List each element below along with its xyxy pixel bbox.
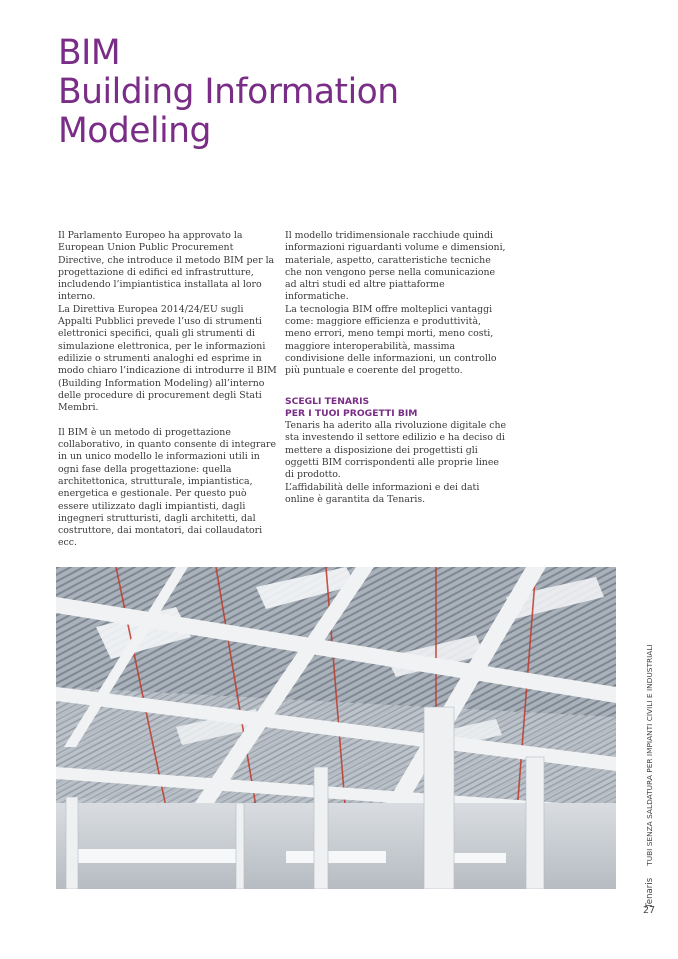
paragraph: Il modello tridimensionale racchiude quindi informazioni riguardanti volume e dimensioni, materiale, aspetto, caratteristiche tecniche che non vengono perse nella comunicazione ad altri studi ed altre piattaforme informatiche. [285,230,506,303]
brand-name: Tenaris [645,877,655,908]
title-line-3: Modeling [58,111,211,151]
paragraph: La tecnologia BIM offre molteplici vantaggi come: maggiore efficienza e produttività, meno errori, meno tempi morti, meno costi, maggiore interoperabilità, massima condivisione delle informazioni, un controllo più puntuale e coerente del progetto. [285,303,497,377]
section-heading-line-2: PER I TUOI PROGETTI BIM [285,407,418,419]
paragraph: Il Parlamento Europeo ha approvato la European Union Public Procurement Directive, che introduce il metodo BIM per la progettazione di edifici ed infrastrutture, includendo l’impiantistica installata al loro interno. [58,230,275,303]
right-text-column [285,230,507,506]
sidebar-caption [640,644,660,908]
publication-caption: TUBI SENZA SALDATURA PER IMPIANTI CIVILI E INDUSTRIALI [645,644,654,866]
page-title [58,34,478,151]
paragraph: Tenaris ha aderito alla rivoluzione digitale che sta investendo il settore edilizio e ha deciso di mettere a disposizione dei progettisti gli oggetti BIM corrispondenti alle proprie linee di prodotto. [285,420,507,481]
building-interior-illustration [56,567,616,889]
paragraph: La Direttiva Europea 2014/24/EU sugli Appalti Pubblici prevede l’uso di strumenti elettronici specifici, quali gli strumenti di simulazione elettronica, per le informazioni edilizie o strumenti analoghi ed esprime in modo chiaro l’indicazione di introdurre il BIM (Building Information Modeling) all’interno delle procedure di procurement degli Stati Membri. [58,303,277,414]
industrial-building-photo [56,567,616,889]
paragraph: L’affidabilità delle informazioni e dei dati online è garantita da Tenaris. [285,481,480,505]
title-line-1: BIM [58,33,121,73]
left-text-column [58,230,278,550]
section-heading-line-1: SCEGLI TENARIS [285,395,370,407]
paragraph: Il BIM è un metodo di progettazione collaborativo, in quanto consente di integrare in un unico modello le informazioni utili in ogni fase della progettazione: quella architettonica, strutturale, impiantistica, energetica e gestionale. Per questo può essere utilizzato dagli impiantisti, dagli ingegneri strutturisti, dagli architetti, dal costruttore, dai montatori, dai collaudatori ecc. [58,426,276,549]
title-line-2: Building Information [58,72,399,112]
vertical-caption [640,644,660,908]
page-number: 27 [643,905,656,916]
section-heading [285,396,507,421]
